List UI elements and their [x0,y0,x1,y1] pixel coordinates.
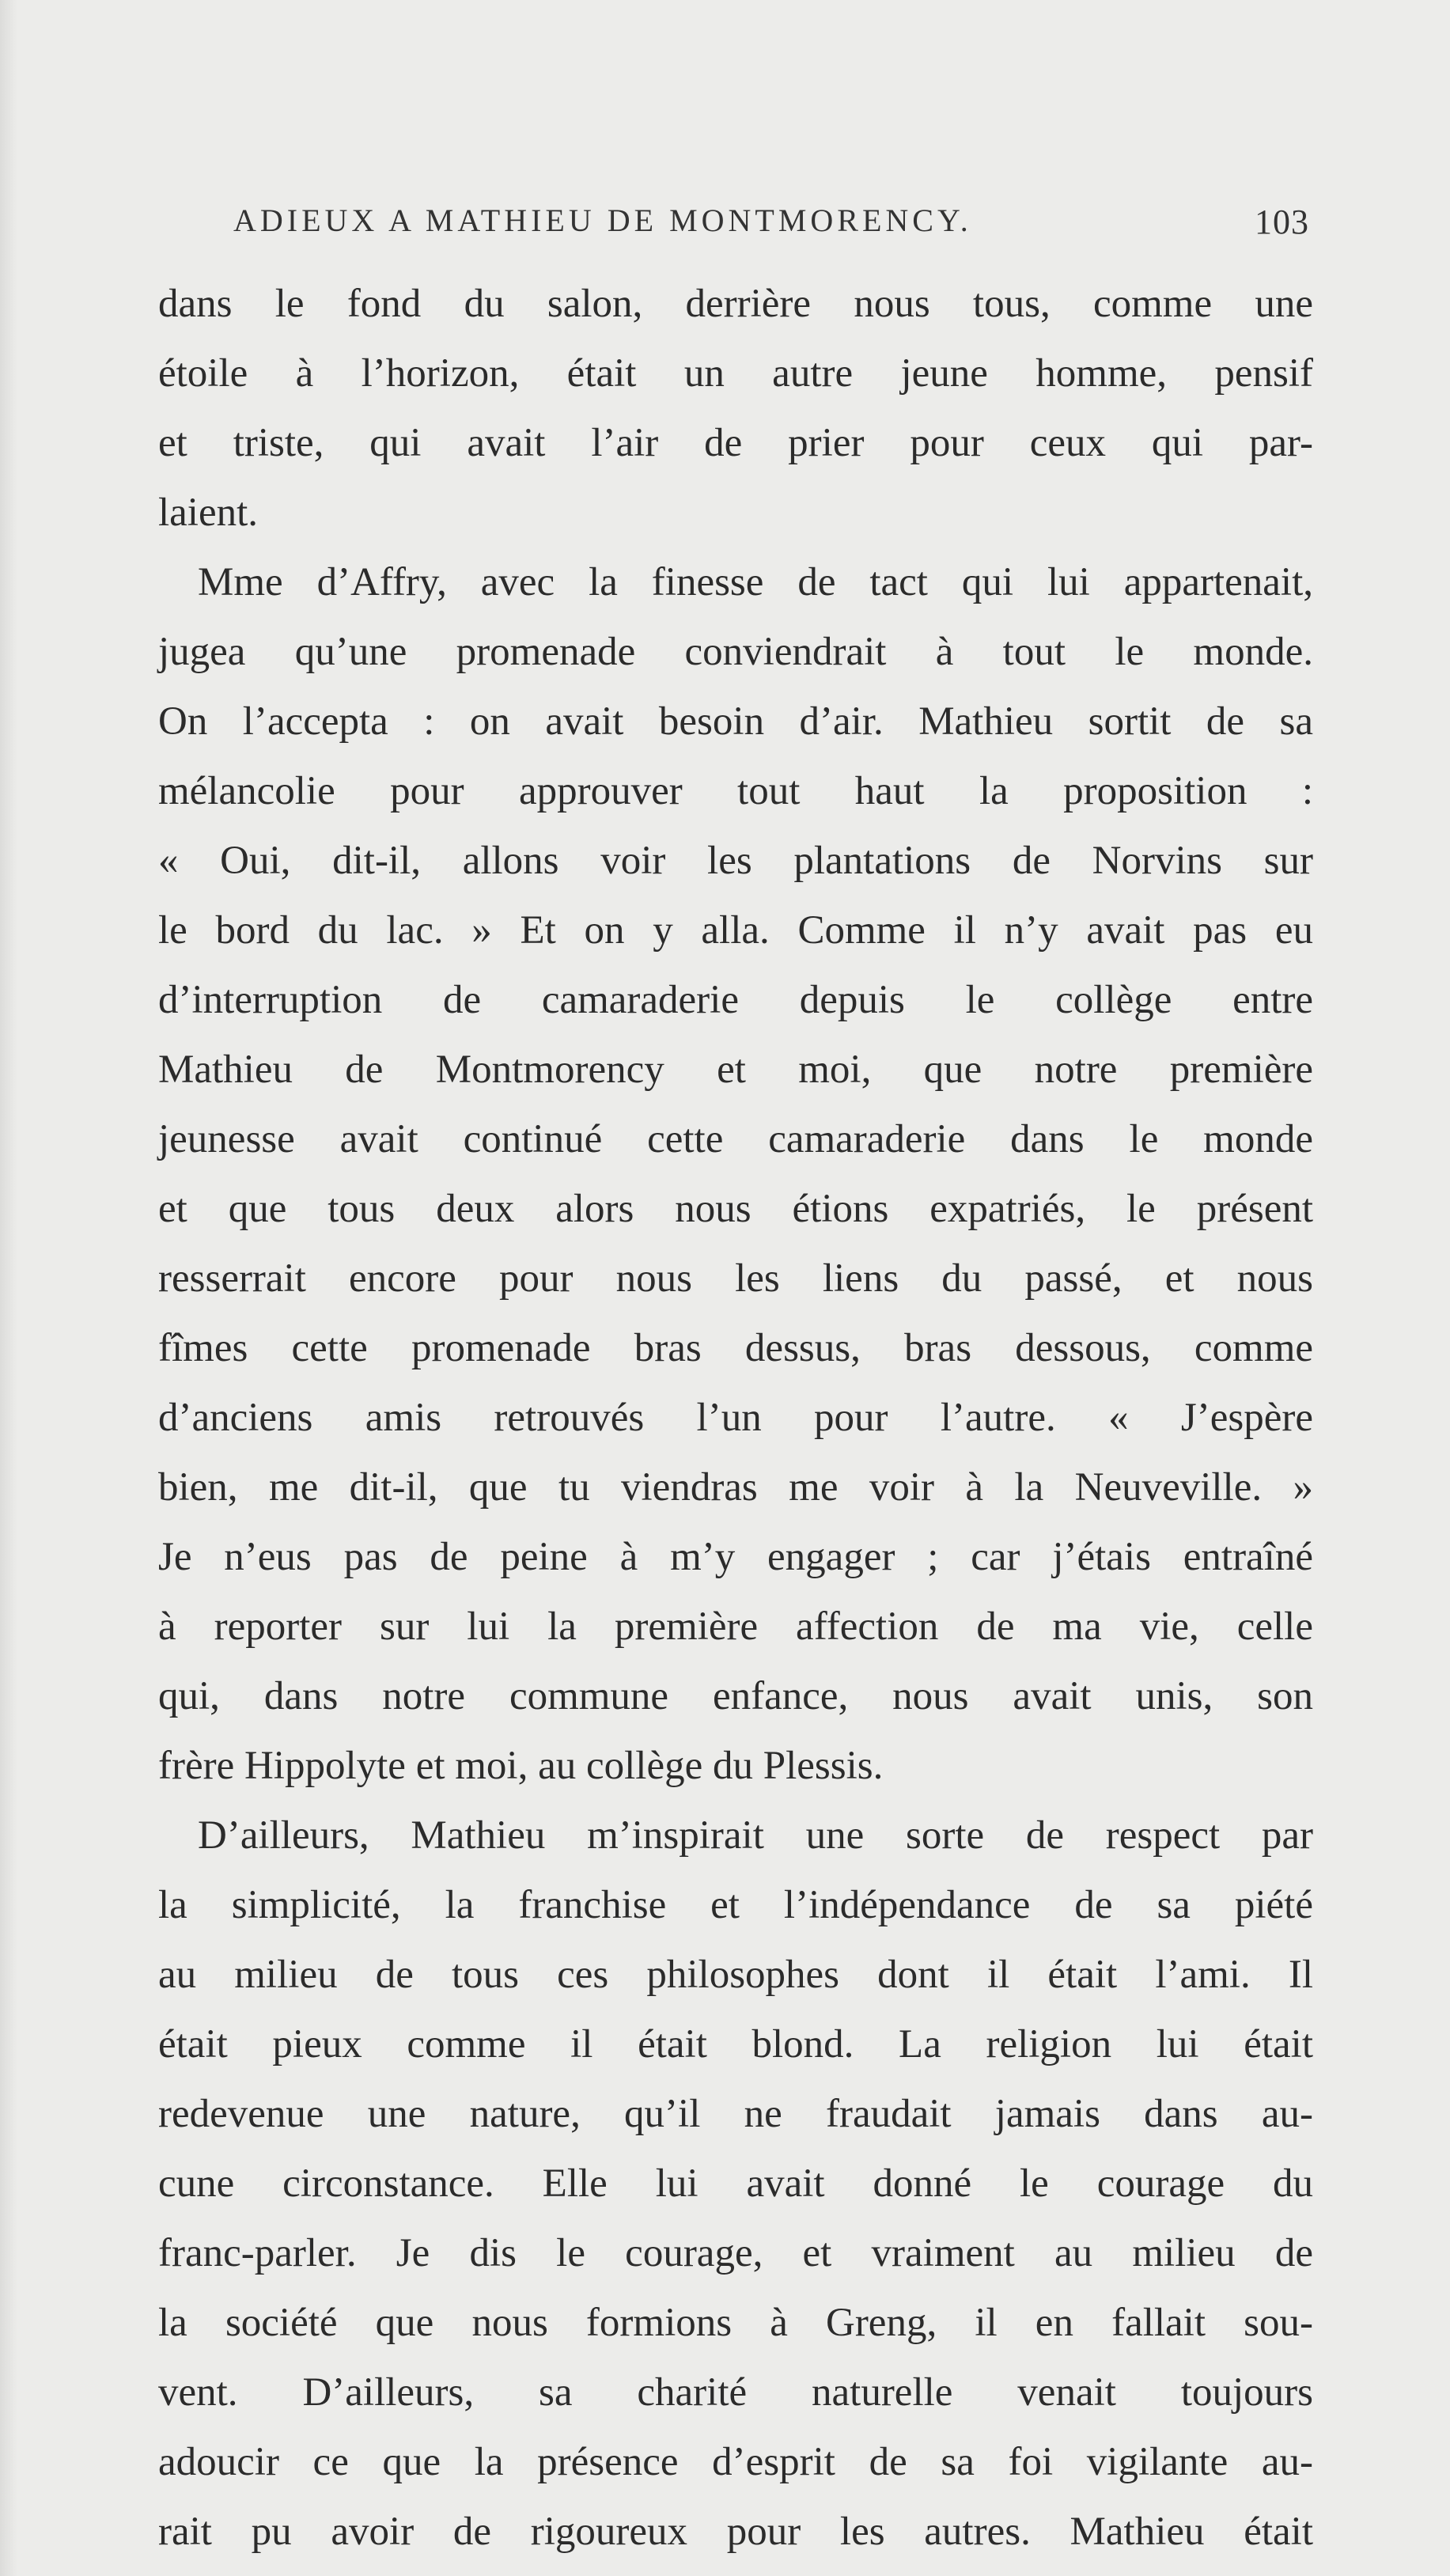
text-line: resserrait encore pour nous les liens du passé, et nous [158,1256,1313,1301]
text-line: et que tous deux alors nous étions expatriés, le présent [158,1187,1313,1231]
text-line: On l’accepta : on avait besoin d’air. Mathieu sortit de sa [158,699,1313,744]
text-line: au milieu de tous ces philosophes dont il était l’ami. Il [158,1953,1313,1997]
text-line: Je n’eus pas de peine à m’y engager ; car j’étais entraîné [158,1535,1313,1579]
text-line: adoucir ce que la présence d’esprit de sa foi vigilante au- [158,2440,1313,2484]
page-number: 103 [1255,203,1309,241]
text-line: laient. [158,491,259,535]
text-line: D’ailleurs, Mathieu m’inspirait une sorte de respect par [198,1813,1313,1858]
page-header [233,202,1309,257]
text-line: le bord du lac. » Et on y alla. Comme il n’y avait pas eu [158,908,1313,953]
text-line: était pieux comme il était blond. La religion lui était [158,2022,1313,2066]
text-line: rait pu avoir de rigoureux pour les autres. Mathieu était [158,2510,1313,2554]
body-text [158,269,1313,2554]
text-line: frère Hippolyte et moi, au collège du Plessis. [158,1744,884,1788]
text-line: et triste, qui avait l’air de prier pour ceux qui par- [158,421,1313,465]
text-line: la société que nous formions à Greng, il en fallait sou- [158,2301,1313,2345]
text-line: d’interruption de camaraderie depuis le collège entre [158,978,1313,1022]
text-line: Mathieu de Montmorency et moi, que notre première [158,1047,1313,1092]
text-line: « Oui, dit-il, allons voir les plantations de Norvins sur [158,839,1313,883]
text-line: redevenue une nature, qu’il ne fraudait jamais dans au- [158,2092,1313,2136]
text-line: jugea qu’une promenade conviendrait à tout le monde. [158,630,1313,674]
text-line: la simplicité, la franchise et l’indépendance de sa piété [158,1883,1313,1927]
text-line: qui, dans notre commune enfance, nous avait unis, son [158,1674,1313,1718]
text-line: vent. D’ailleurs, sa charité naturelle venait toujours [158,2370,1313,2415]
text-line: jeunesse avait continué cette camaraderie dans le monde [158,1117,1313,1161]
text-line: d’anciens amis retrouvés l’un pour l’autre. « J’espère [158,1396,1313,1440]
text-line: bien, me dit-il, que tu viendras me voir à la Neuveville. » [158,1465,1313,1510]
scan-edge [0,0,17,2576]
text-line: franc-parler. Je dis le courage, et vraiment au milieu de [158,2231,1313,2275]
running-title: ADIEUX A MATHIEU DE MONTMORENCY. [233,203,972,238]
text-line: à reporter sur lui la première affection de ma vie, celle [158,1604,1313,1649]
text-line: étoile à l’horizon, était un autre jeune homme, pensif [158,351,1313,396]
text-line: cune circonstance. Elle lui avait donné le courage du [158,2161,1313,2206]
text-line: dans le fond du salon, derrière nous tous, comme une [158,282,1313,326]
text-line: mélancolie pour approuver tout haut la proposition : [158,769,1313,813]
text-line: fîmes cette promenade bras dessus, bras dessous, comme [158,1326,1313,1370]
text-line: Mme d’Affry, avec la finesse de tact qui lui appartenait, [198,560,1313,604]
